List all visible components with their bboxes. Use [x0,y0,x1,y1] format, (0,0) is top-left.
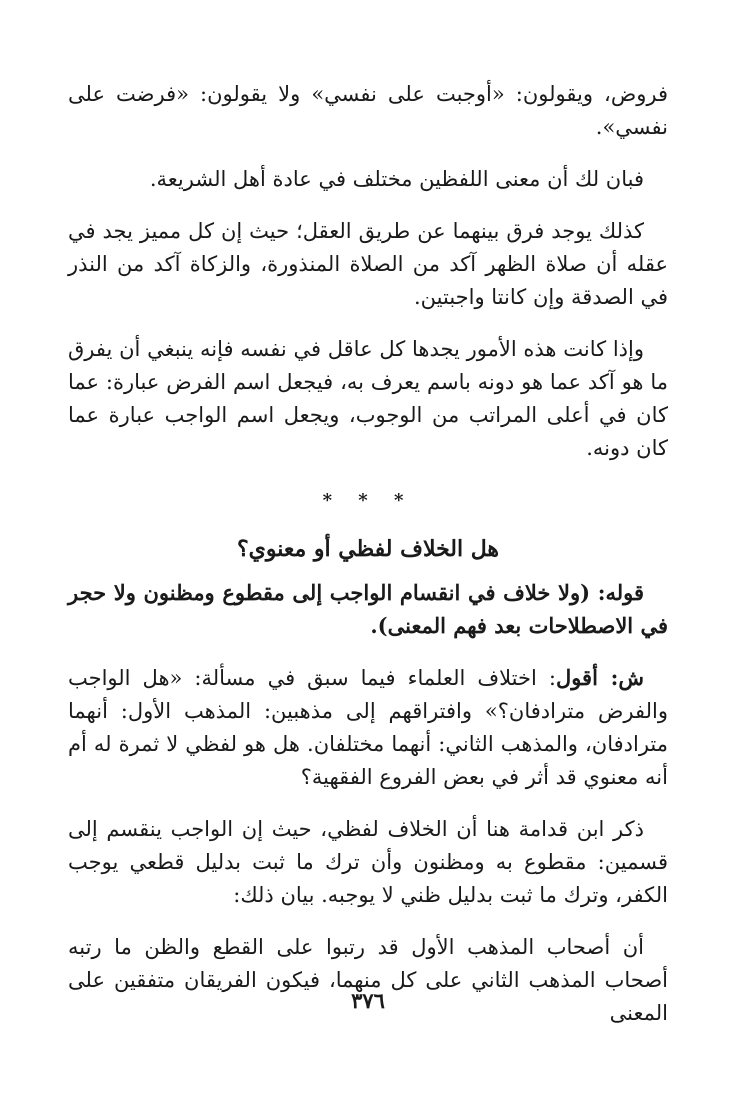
paragraph-ibn-qudama: ذكر ابن قدامة هنا أن الخلاف لفظي، حيث إن الواجب ينقسم إلى قسمين: مقطوع به ومظنون وأن ترك ما ثبت بدليل قطعي يوجب الكفر، وترك ما ثبت بدليل ظني لا يوجبه. بيان ذلك: [68,817,668,907]
sharh-paragraph [68,661,668,794]
paragraph-continuation: فروض، ويقولون: «أوجبت على نفسي» ولا يقولون: «فرضت على نفسي». [68,82,668,139]
paragraph-conclusion: فبان لك أن معنى اللفظين مختلف في عادة أهل الشريعة. [149,167,644,191]
page-body [68,78,668,1049]
sharh-label: أقول [555,665,598,690]
sharh-text: : اختلاف العلماء فيما سبق في مسألة: «هل الواجب والفرض مترادفان؟» وافتراقهم إلى مذهبين: المذهب الأول: أنهما مترادفان، والمذهب الثاني: أنهما مختلفان. هل هو لفظي لا ثمرة له أم أنه معنوي قد أثر في بعض الفروع الفقهية؟ [68,666,668,789]
page-number: ٣٧٦ [351,988,385,1013]
section-separator: * * * [322,490,414,511]
paragraph-distinction: وإذا كانت هذه الأمور يجدها كل عاقل في نفسه فإنه ينبغي أن يفرق ما هو آكد عما هو دونه باسم يعرف به، فيجعل اسم الفرض عبارة: عما كان في أعلى المراتب من الوجوب، ويجعل اسم الواجب عبارة عما كان دونه. [68,337,668,460]
section-heading: هل الخلاف لفظي أو معنوي؟ [236,536,500,562]
paragraph-reason: كذلك يوجد فرق بينهما عن طريق العقل؛ حيث إن كل مميز يجد في عقله أن صلاة الظهر آكد من الصلاة المنذورة، والزكاة آكد من النذر في الصدقة وإن كانتا واجبتين. [68,219,668,309]
sharh-prefix: ش: [597,665,644,690]
quoted-text: قوله: (ولا خلاف في انقسام الواجب إلى مقطوع ومظنون ولا حجر في الاصطلاحات بعد فهم المعنى). [68,580,668,638]
paragraph-explanation: أن أصحاب المذهب الأول قد رتبوا على القطع والظن ما رتبه أصحاب المذهب الثاني على كل منهما، فيكون الفريقان متفقين على المعنى [68,935,668,1025]
